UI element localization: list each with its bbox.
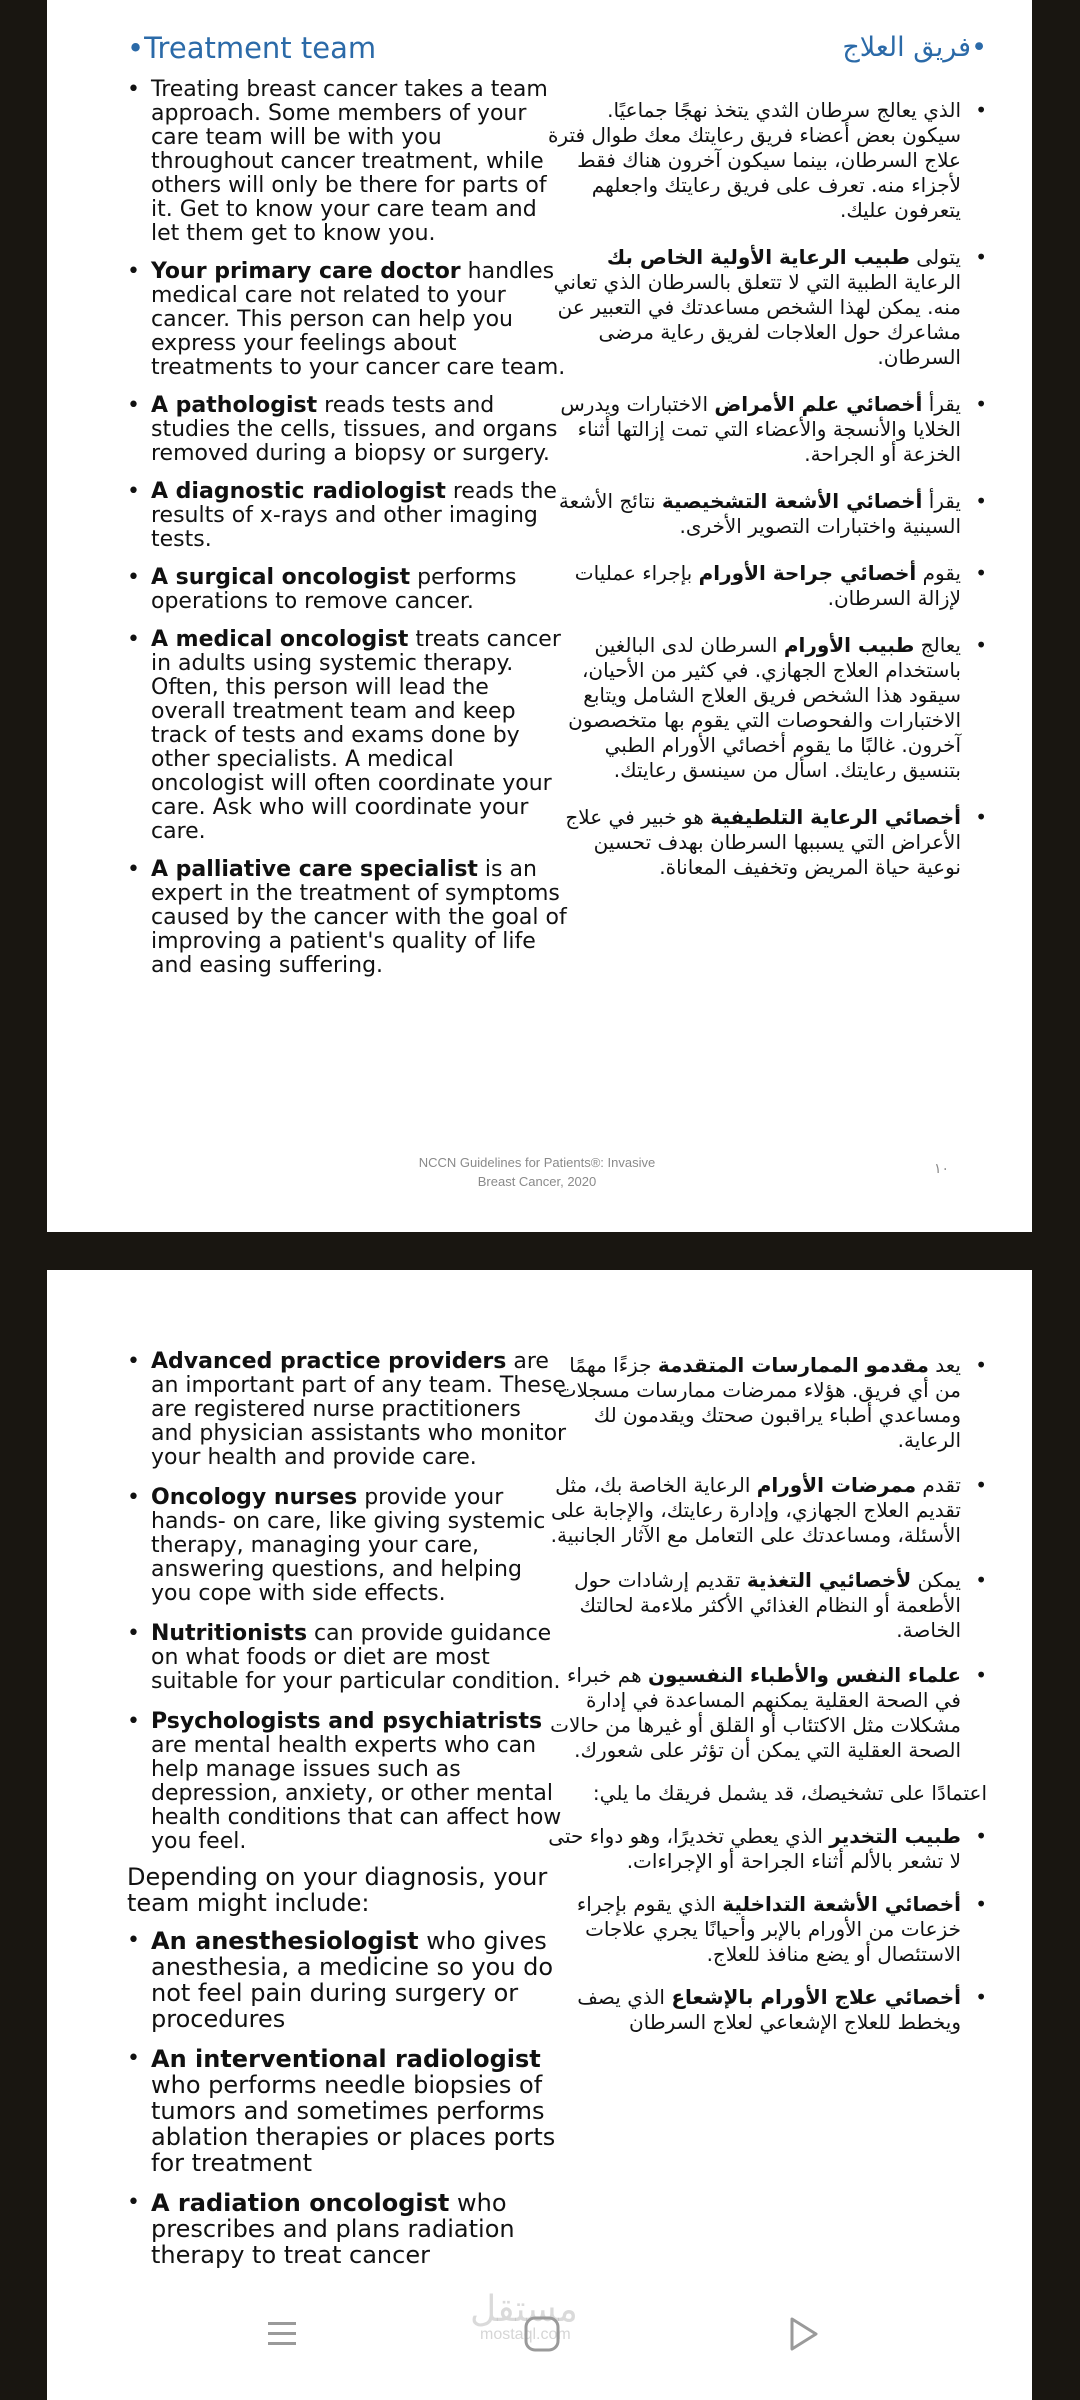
item-text: is an expert in the treatment of symptoms caused by the cancer with the goal of improving a patient's quality of life and easing suffering. — [151, 857, 567, 978]
list-item — [547, 1985, 987, 2035]
item-term: An interventional radiologist — [151, 2045, 541, 2073]
play-icon[interactable] — [780, 2312, 824, 2360]
item-prefix: يقرأ — [922, 392, 961, 416]
item-text: can provide guidance on what foods or diet are most suitable for your particular condition. — [151, 1621, 561, 1694]
item-term: طبيب الرعاية الأولية الخاص بك — [606, 245, 910, 269]
item-prefix: يقرأ — [922, 489, 961, 513]
item-text: تقديم إرشادات حول الأطعمة أو النظام الغذائي الأكثر ملاءمة لحالتك الخاصة. — [574, 1568, 961, 1642]
item-text: who prescribes and plans radiation therapy to treat cancer — [151, 2189, 515, 2269]
item-term: Advanced practice providers — [151, 1349, 507, 1374]
list-item — [547, 489, 987, 539]
item-text: الذي يقوم بإجراء خزعات من الأورام بالإبر وأحيانًا يجري علاجات الاستئصال أو يضع منافذ للعلاج. — [576, 1892, 961, 1966]
item-text: هم خبراء في الصحة العقلية يمكنهم المساعدة في إدارة مشكلات مثل الاكتئاب أو القلق أو غيرها من حالات الصحة العقلية التي يمكن أن تؤثر على شعورك. — [550, 1663, 961, 1762]
list-item — [547, 805, 987, 880]
item-term: مقدمو الممارسات المتقدمة — [657, 1353, 929, 1377]
page-footer — [347, 1153, 727, 1191]
item-text: بإجراء عمليات لإزالة السرطان. — [574, 561, 961, 610]
item-text: Treating breast cancer takes a team approach. Some members of your care team will be with you throughout cancer treatment, while others will only be there for parts of it. Get to know your care team and let them get to know you. — [151, 77, 548, 246]
list-item — [547, 98, 987, 223]
list-item — [127, 394, 567, 466]
watermark-url: mostaql.com — [480, 2326, 571, 2343]
list-item — [127, 858, 567, 978]
item-prefix: يعد — [928, 1353, 961, 1377]
item-text: reads tests and studies the cells, tissues, and organs removed during a biopsy or surgery. — [151, 393, 558, 466]
item-term: أخصائي الأشعة التشخيصية — [661, 489, 923, 513]
item-text: الرعاية الطبية التي لا تتعلق بالسرطان الذي تعاني منه. يمكن لهذا الشخص مساعدتك في التعبير عن مشاعرك حول العلاجات لفريق رعاية مرضى السرطان. — [553, 270, 961, 369]
item-text: reads the results of x-rays and other imaging tests. — [151, 479, 557, 552]
item-text: الاختبارات ويدرس الخلايا والأنسجة والأعضاء التي تمت إزالتها أثناء الخزعة أو الجراحة. — [560, 392, 961, 466]
item-text: handles medical care not related to your cancer. This person can help you express your feelings about treatments to your cancer care team. — [151, 259, 566, 380]
item-term: أخصائي علم الأمراض — [714, 392, 923, 416]
list-item — [127, 2190, 567, 2268]
list-item — [547, 392, 987, 467]
item-term: Nutritionists — [151, 1621, 308, 1646]
item-text: الذي يعطي تخديرًا، وهو دواء حتى لا تشعر بالألم أثناء الجراحة أو الإجراءات. — [548, 1824, 961, 1873]
item-text: treats cancer in adults using systemic therapy. Often, this person will lead the overall treatment team and keep track of tests and exams done by other specialists. A medical oncologist will often coordinate your care. Ask who will coordinate your care. — [151, 627, 561, 844]
footer-line-2: Breast Cancer, 2020 — [477, 1174, 597, 1189]
item-term: A medical oncologist — [151, 627, 409, 652]
intro-text: اعتمادًا على تشخيصك، قد يشمل فريقك ما يلي: — [592, 1781, 987, 1805]
list-item — [127, 1928, 567, 2032]
footer-line-1: NCCN Guidelines for Patients®: Invasive — [418, 1155, 656, 1170]
item-term: لأخصائيي التغذية — [746, 1568, 912, 1592]
page-number: ١٠ — [934, 1160, 950, 1176]
home-icon[interactable] — [520, 2312, 564, 2360]
item-term: A radiation oncologist — [151, 2189, 450, 2217]
item-prefix: يتولى — [909, 245, 961, 269]
arabic-column — [547, 1353, 987, 2049]
watermark-logo: مستقل — [470, 2289, 578, 2330]
item-text: who gives anesthesia, a medicine so you do not feel pain during surgery or procedures — [151, 1927, 554, 2033]
menu-icon[interactable] — [262, 2314, 302, 2358]
list-item — [127, 1710, 567, 1854]
item-term: ممرضات الأورام — [756, 1473, 917, 1497]
list-item — [127, 1486, 567, 1606]
list-item — [127, 2046, 567, 2176]
item-term: An anesthesiologist — [151, 1927, 419, 1955]
item-term: A pathologist — [151, 393, 318, 418]
english-column — [127, 78, 567, 992]
item-text: are mental health experts who can help manage issues such as depression, anxiety, or other mental health conditions that can affect how you feel. — [151, 1733, 562, 1854]
item-prefix: يقوم — [916, 561, 961, 585]
list-item — [547, 1353, 987, 1453]
section-heading-ar: • فريق العلاج — [547, 30, 987, 66]
list-item — [547, 1568, 987, 1643]
list-item — [127, 628, 567, 844]
list-item — [127, 566, 567, 614]
item-term: أخصائي جراحة الأورام — [698, 561, 917, 585]
list-item — [547, 633, 987, 783]
list-item — [547, 1663, 987, 1763]
item-prefix: يعالج — [914, 633, 961, 657]
list-item — [127, 260, 567, 380]
item-term: أخصائي الرعاية التلطيفية — [710, 805, 961, 829]
item-text: الذي يصف ويخطط للعلاج الإشعاعي لعلاج السرطان — [577, 1985, 961, 2034]
list-item — [127, 1350, 567, 1470]
item-text: هو خبير في علاج الأعراض التي يسببها السرطان بهدف تحسين نوعية حياة المريض وتخفيف المعاناة. — [565, 805, 961, 879]
item-term: Psychologists and psychiatrists — [151, 1709, 543, 1734]
list-item — [547, 1892, 987, 1967]
item-text: جزءًا مهمًا من أي فريق. هؤلاء ممرضات ممارسات مسجلات ومساعدي أطباء يراقبون صحتك ويقدمون لك الرعاية. — [557, 1353, 961, 1452]
item-term: A surgical oncologist — [151, 565, 411, 590]
item-text: who performs needle biopsies of tumors and sometimes performs ablation therapies or places ports for treatment — [151, 2071, 556, 2177]
item-text: السرطان لدى البالغين باستخدام العلاج الجهازي. في كثير من الأحيان، سيقود هذا الشخص فريق العلاج الشامل ويتابع الاختبارات والفحوصات التي يقوم بها متخصصون آخرون. غالبًا ما يقوم أخصائي الأورام الطبي بتنسيق رعايتك. اسأل من سينسق رعايتك. — [568, 633, 961, 782]
item-term: طبيب الأورام — [783, 633, 915, 657]
section-heading-en: • Treatment team — [127, 30, 376, 66]
item-text: provide your hands- on care, like giving systemic therapy, managing your care, answering questions, and helping you cope with side effects. — [151, 1485, 546, 1606]
viewer-controls — [0, 2310, 1080, 2370]
list-item — [127, 78, 567, 246]
item-term: A diagnostic radiologist — [151, 479, 446, 504]
item-term: علماء النفس والأطباء النفسيون — [647, 1663, 961, 1687]
item-text: الرعاية الخاصة بك، مثل تقديم العلاج الجهازي، وإدارة رعايتك، والإجابة على الأسئلة، ومساعدتك على التعامل مع الآثار الجانبية. — [550, 1473, 961, 1547]
item-prefix: تقدم — [916, 1473, 961, 1497]
english-column — [127, 1350, 567, 2282]
list-item — [127, 480, 567, 552]
item-term: Your primary care doctor — [151, 259, 461, 284]
item-text: are an important part of any team. These are registered nurse practitioners and physician assistants who monitor your health and provide care. — [151, 1349, 567, 1470]
intro-text: Depending on your diagnosis, your team might include: — [127, 1863, 548, 1917]
item-text: الذي يعالج سرطان الثدي يتخذ نهجًا جماعيًا. سيكون بعض أعضاء فريق رعايتك معك طوال فترة علاج السرطان، بينما سيكون آخرون هناك فقط لأجزاء منه. تعرف على فريق رعايتك واجعلهم يتعرفون عليك. — [547, 98, 961, 222]
list-item — [547, 1824, 987, 1874]
item-term: Oncology nurses — [151, 1485, 358, 1510]
list-item — [547, 561, 987, 611]
item-term: طبيب التخدير — [829, 1824, 961, 1848]
item-text: نتائج الأشعة السينية واختبارات التصوير الأخرى. — [558, 489, 961, 538]
item-prefix: يمكن — [911, 1568, 961, 1592]
item-term: A palliative care specialist — [151, 857, 478, 882]
item-term: أخصائي علاج الأورام بالإشعاع — [671, 1985, 961, 2009]
document-page-1 — [47, 0, 1032, 1232]
item-text: performs operations to remove cancer. — [151, 565, 517, 614]
list-item — [547, 245, 987, 370]
list-item — [127, 1622, 567, 1694]
item-term: أخصائي الأشعة التداخلية — [722, 1892, 961, 1916]
arabic-column — [547, 98, 987, 894]
list-item — [547, 1473, 987, 1548]
document-page-2 — [47, 1270, 1032, 2400]
